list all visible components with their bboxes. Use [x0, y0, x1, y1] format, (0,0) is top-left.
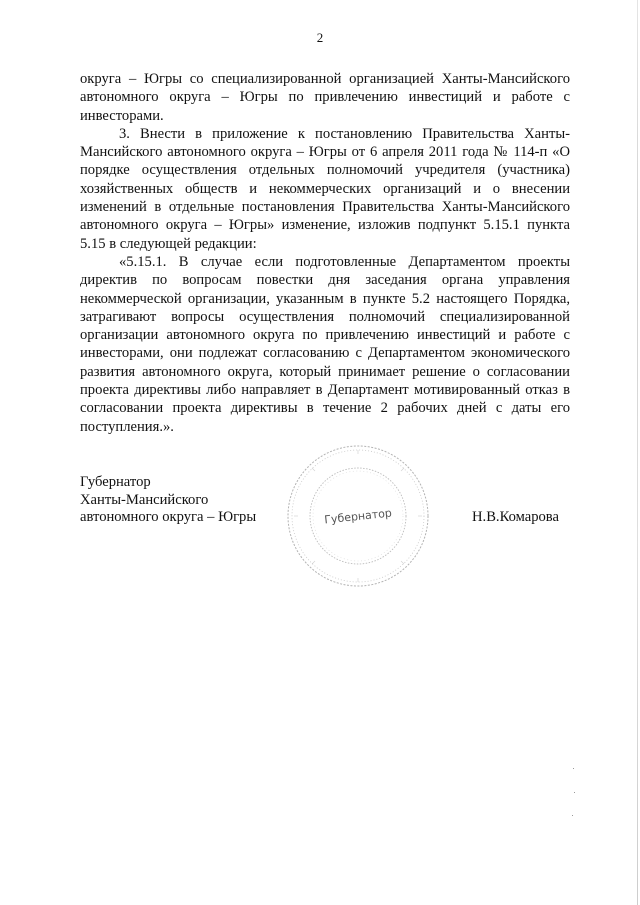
- scan-artifact: [572, 815, 573, 816]
- signature-title-line: автономного округа – Югры: [80, 509, 257, 525]
- signature-title: [80, 474, 256, 527]
- page-number: 2: [316, 30, 324, 45]
- document-body: [80, 70, 570, 436]
- paragraph-item-3: 3. Внести в приложение к постановлению Правительства Ханты-Мансийского автономного округа – Югры от 6 апреля 2011 года № 114-п «О порядке осуществления отдельных полномочий учредителя (участника) хозяйственных обществ и некоммерческих организаций и о внесении изменений в отдельные постановления Правительства Ханты-Мансийского автономного округа – Югры» изменение, изложив подпункт 5.15.1 пункта 5.15 в следующей редакции:: [80, 125, 570, 252]
- scan-edge: [637, 0, 638, 905]
- signature-title-line: Ханты-Мансийского: [80, 491, 209, 508]
- seal-label: Губернатор: [323, 505, 393, 527]
- scan-artifact: [574, 792, 575, 793]
- signature-title-line: Губернатор: [80, 474, 151, 490]
- paragraph-continuation: округа – Югры со специализированной организацией Ханты-Мансийского автономного округа – Югры по привлечению инвестиций и работе с инвесторами.: [80, 71, 570, 124]
- paragraph-clause-5-15-1: «5.15.1. В случае если подготовленные Департаментом проекты директив по вопросам повестки дня заседания органа управления некоммерческой организации, указанным в пункте 5.2 настоящего Порядка, затрагивают вопросы осуществления полномочий специализированной организации автономного округа по привлечению инвестиций и работе с инвесторами, они подлежат согласованию с Департаментом экономического развития автономного округа, который принимает решение о согласовании проекта директивы либо направляет в Департамент мотивированный отказ в согласовании проекта директивы в течение 2 рабочих дней с даты его поступления.».: [80, 253, 570, 435]
- scan-artifact: [573, 768, 574, 769]
- signer-name: Н.В.Комарова: [472, 509, 559, 525]
- official-seal: [284, 442, 432, 590]
